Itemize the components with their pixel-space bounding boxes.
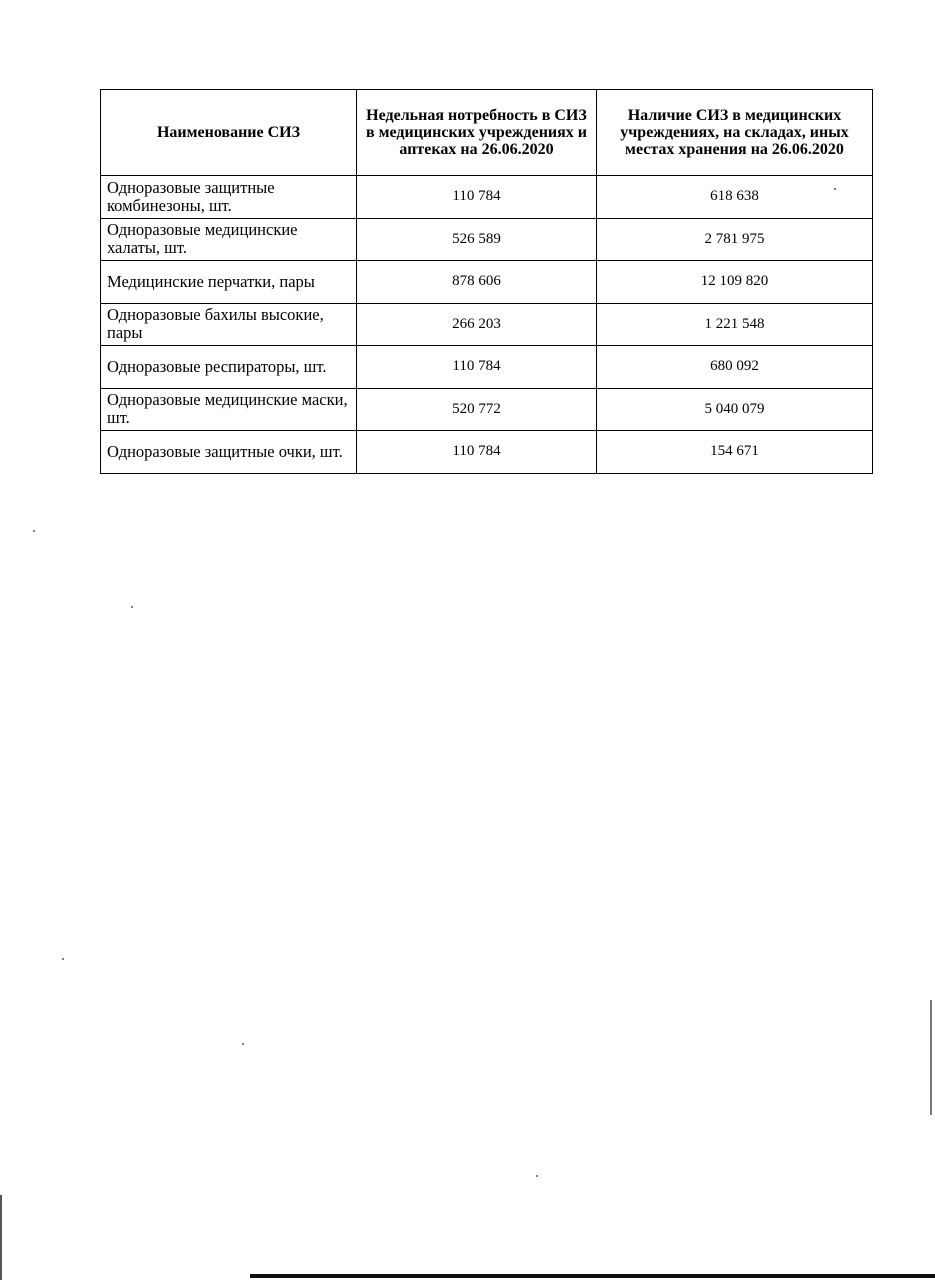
row-name: Одноразовые медицинские халаты, шт. [101, 218, 357, 261]
scan-speck [62, 958, 64, 960]
ppe-table [100, 89, 873, 474]
header-ppe-name: Наименование СИЗ [101, 90, 357, 176]
table-row [101, 176, 873, 219]
table-row [101, 431, 873, 474]
scan-speck [131, 606, 133, 608]
scan-edge-line [930, 1000, 932, 1115]
row-name: Одноразовые защитные комбинезоны, шт. [101, 176, 357, 219]
row-weekly-need: 110 784 [357, 176, 597, 219]
row-name: Одноразовые респираторы, шт. [101, 346, 357, 389]
scan-edge-line [0, 1195, 2, 1280]
scan-speck [33, 530, 35, 532]
table-row [101, 388, 873, 431]
row-weekly-need: 878 606 [357, 261, 597, 304]
table-row [101, 218, 873, 261]
row-name: Одноразовые медицинские маски, шт. [101, 388, 357, 431]
row-available: 680 092 [597, 346, 873, 389]
row-name: Медицинские перчатки, пары [101, 261, 357, 304]
table-row [101, 346, 873, 389]
table-row [101, 303, 873, 346]
row-weekly-need: 266 203 [357, 303, 597, 346]
row-available: 618 638 [597, 176, 873, 219]
row-weekly-need: 110 784 [357, 346, 597, 389]
header-weekly-need: Недельная нотребность в СИЗ в медицинских учреждениях и аптеках на 26.06.2020 [357, 90, 597, 176]
scan-speck [242, 1043, 244, 1045]
header-availability: Наличие СИЗ в медицинских учреждениях, на складах, иных местах хранения на 26.06.2020 [597, 90, 873, 176]
table-row [101, 261, 873, 304]
row-available: 154 671 [597, 431, 873, 474]
scan-speck [834, 188, 836, 190]
row-name: Одноразовые бахилы высокие, пары [101, 303, 357, 346]
row-available: 2 781 975 [597, 218, 873, 261]
row-weekly-need: 526 589 [357, 218, 597, 261]
row-available: 12 109 820 [597, 261, 873, 304]
scan-bottom-edge [250, 1274, 935, 1278]
row-weekly-need: 520 772 [357, 388, 597, 431]
row-available: 1 221 548 [597, 303, 873, 346]
table-header-row [101, 90, 873, 176]
row-weekly-need: 110 784 [357, 431, 597, 474]
row-name: Одноразовые защитные очки, шт. [101, 431, 357, 474]
row-available: 5 040 079 [597, 388, 873, 431]
scan-speck [536, 1175, 538, 1177]
